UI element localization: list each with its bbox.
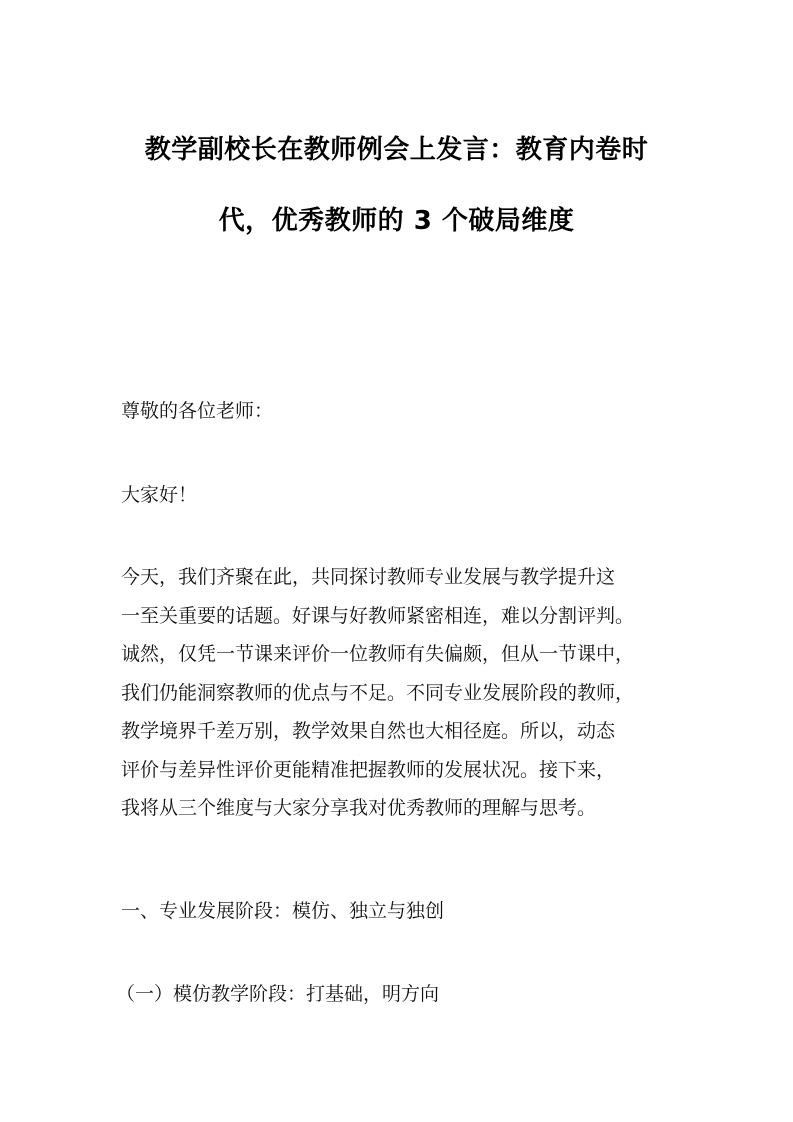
paragraph-line: 我将从三个维度与大家分享我对优秀教师的理解与思考。 — [121, 797, 597, 819]
paragraph-line: 今天，我们齐聚在此，共同探讨教师专业发展与教学提升这 — [121, 566, 616, 588]
section-heading: 一、专业发展阶段：模仿、独立与独创 — [121, 900, 445, 922]
paragraph-line: 教学境界千差万别，教学效果自然也大相径庭。所以，动态 — [121, 720, 616, 742]
paragraph-line: 诚然，仅凭一节课来评价一位教师有失偏颇，但从一节课中， — [121, 643, 635, 665]
paragraph-line: 我们仍能洞察教师的优点与不足。不同专业发展阶段的教师， — [121, 681, 635, 704]
paragraph-line: 一至关重要的话题。好课与好教师紧密相连，难以分割评判。 — [121, 604, 635, 627]
paragraph-line: 评价与差异性评价更能精准把握教师的发展状况。接下来， — [121, 758, 616, 781]
document-title-line-2: 代，优秀教师的 3 个破局维度 — [218, 206, 575, 236]
document-title-line-1: 教学副校长在教师例会上发言：教育内卷时 — [144, 135, 649, 165]
greeting: 大家好！ — [121, 484, 198, 506]
subsection-heading: （一）模仿教学阶段：打基础，明方向 — [116, 983, 440, 1005]
salutation: 尊敬的各位老师： — [121, 400, 274, 422]
intro-paragraph — [121, 558, 681, 828]
